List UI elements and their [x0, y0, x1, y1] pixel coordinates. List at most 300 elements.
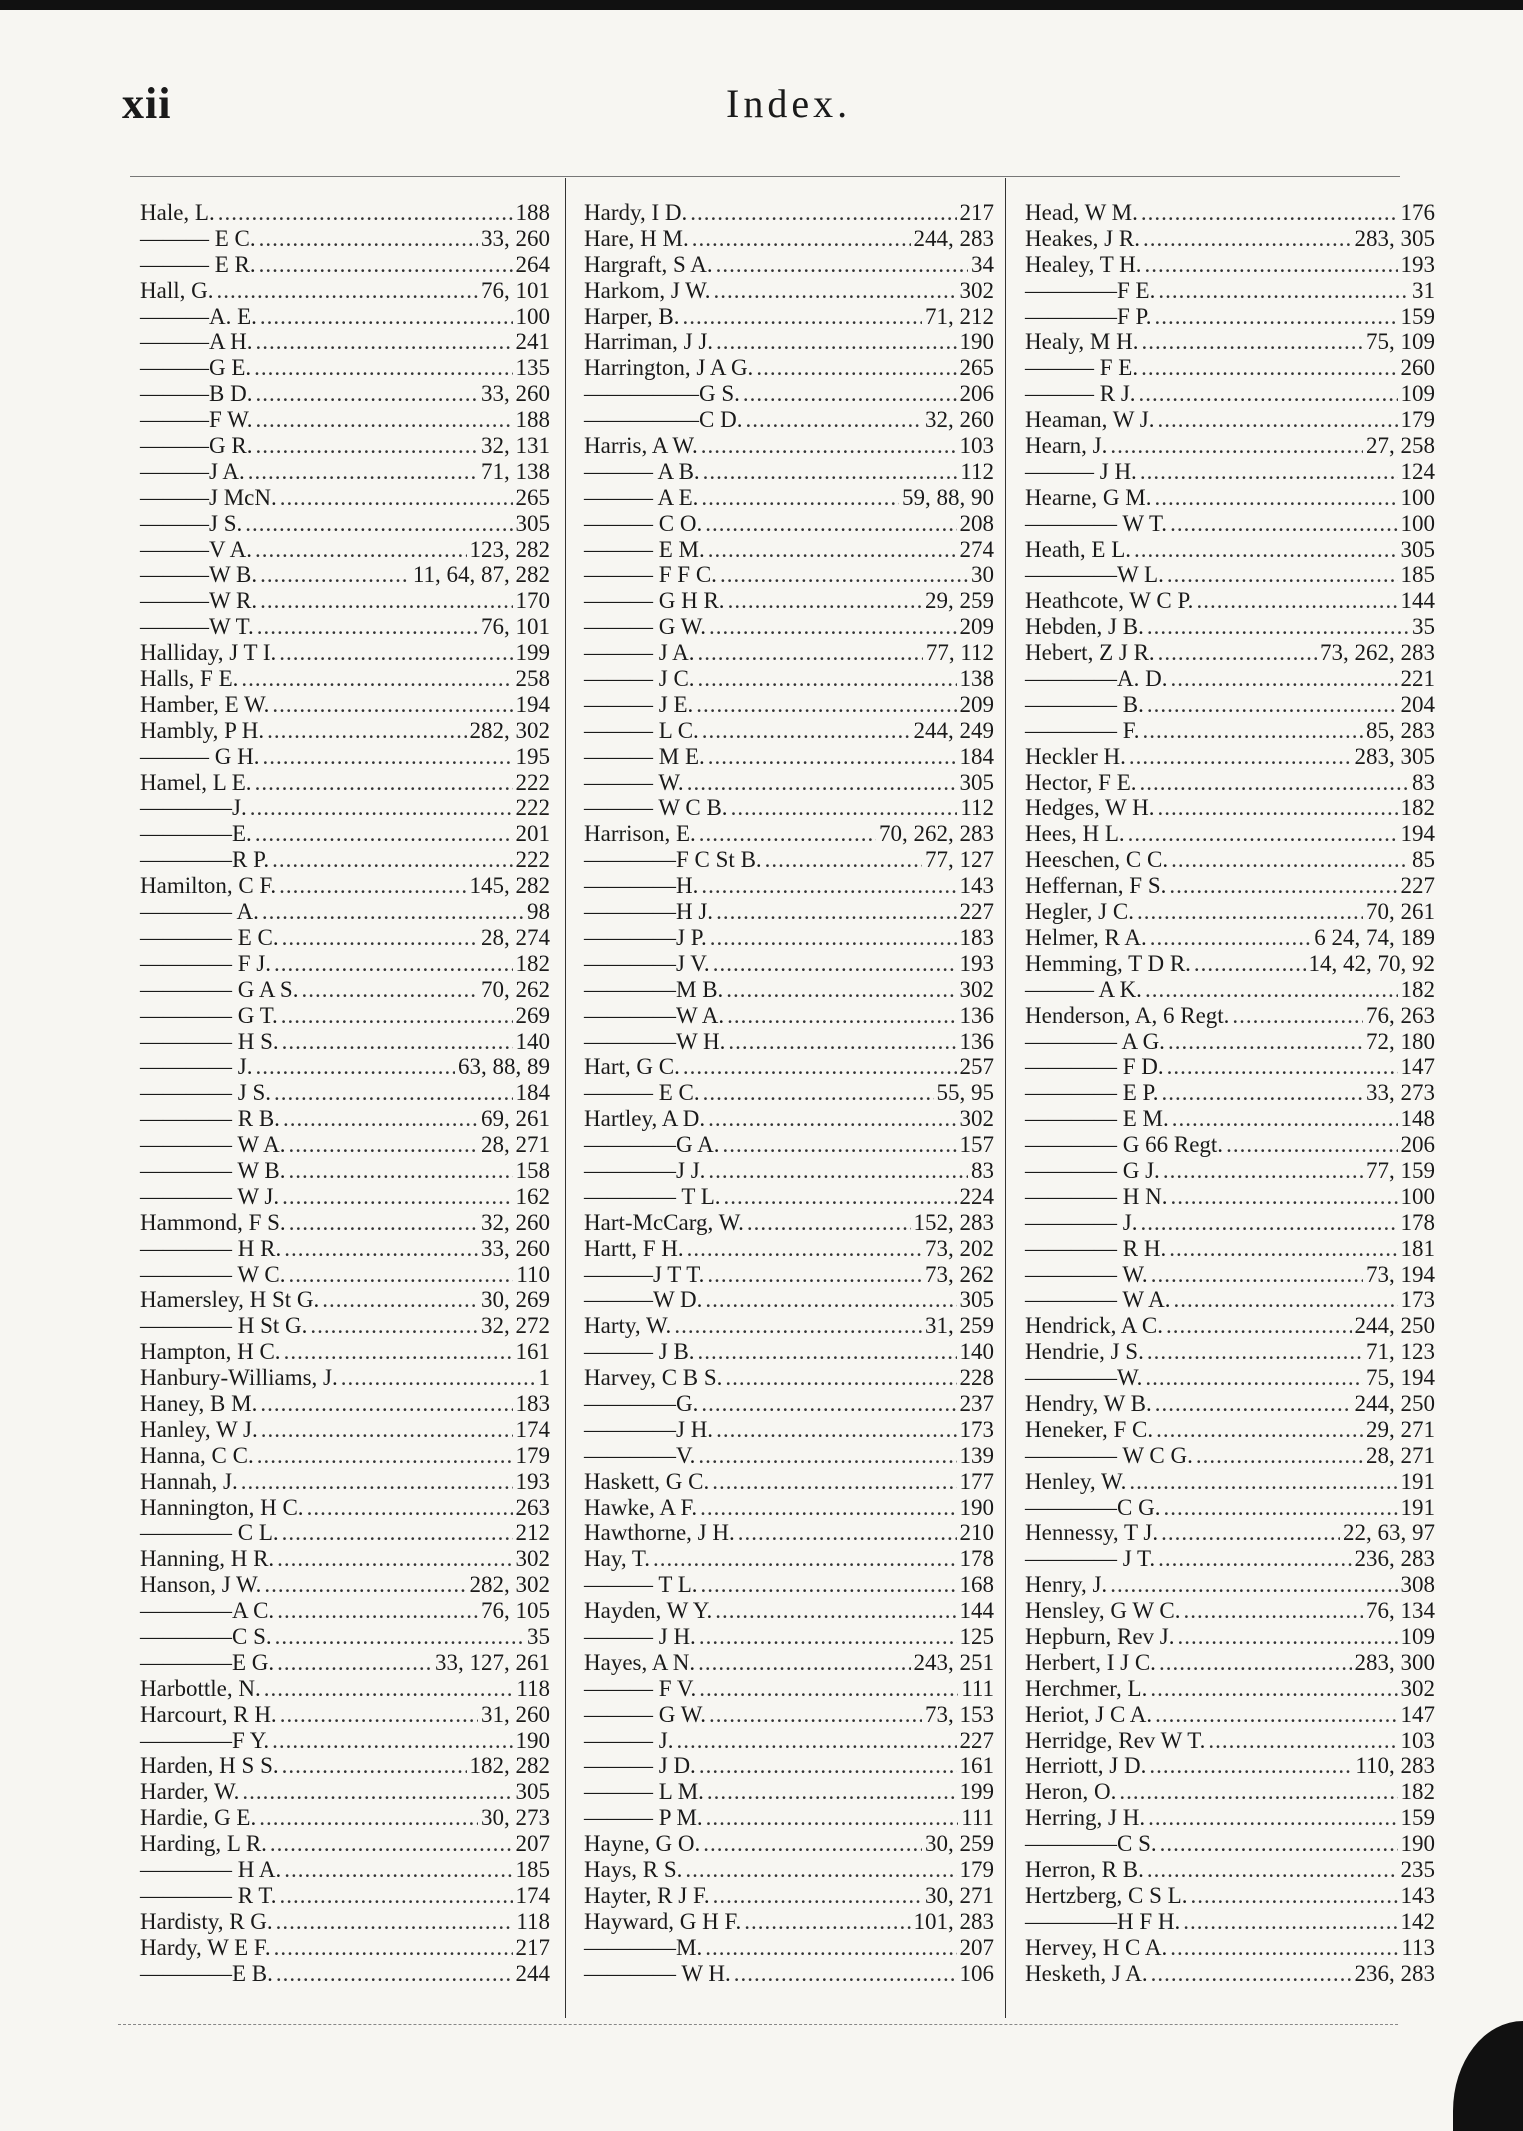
dot-leader: [283, 1106, 478, 1132]
entry-pages: 305: [959, 1287, 994, 1313]
entry-pages: 59, 88, 90: [902, 484, 994, 510]
entry-name: Hennessy, T J.: [1025, 1520, 1159, 1546]
entry-pages: 193: [959, 950, 994, 976]
dot-leader: [1141, 200, 1398, 226]
entry-name: ——— F V.: [584, 1675, 697, 1701]
entry-pages: 157: [959, 1132, 994, 1158]
entry-pages: 77, 112: [925, 640, 994, 666]
index-entry: [584, 485, 994, 511]
entry-name: ——— P M.: [584, 1805, 703, 1831]
index-entry: [140, 1805, 550, 1831]
entry-pages: 73, 202: [925, 1235, 994, 1261]
entry-name: Harden, H S S.: [140, 1753, 279, 1779]
entry-pages: 100: [1400, 484, 1435, 510]
index-entry: [140, 1417, 550, 1443]
index-entry: [140, 1831, 550, 1857]
index-entry: [584, 355, 994, 381]
index-entry: [584, 1572, 994, 1598]
dot-leader: [653, 1546, 956, 1572]
entry-pages: 236, 283: [1354, 1960, 1435, 1986]
index-entry: [140, 1728, 550, 1754]
entry-pages: 85: [1412, 847, 1435, 873]
entry-name: ————H J.: [584, 899, 714, 925]
dot-leader: [1167, 1054, 1398, 1080]
index-entry: [584, 1210, 994, 1236]
index-entry: [1025, 744, 1435, 770]
dot-leader: [698, 640, 923, 666]
entry-name: ———— H S.: [140, 1028, 279, 1054]
entry-pages: 177: [959, 1468, 994, 1494]
page-corner-shadow: [1453, 2021, 1523, 2131]
index-entry: [1025, 1805, 1435, 1831]
entry-name: Heckler H.: [1025, 743, 1126, 769]
index-entry: [1025, 433, 1435, 459]
entry-name: ———— W C.: [140, 1261, 286, 1287]
entry-name: Hegler, J C.: [1025, 899, 1134, 925]
index-entry: [584, 433, 994, 459]
index-entry: [140, 252, 550, 278]
entry-name: Hayne, G O.: [584, 1831, 701, 1857]
entry-name: ———— J T.: [1025, 1546, 1156, 1572]
dot-leader: [284, 1857, 512, 1883]
entry-pages: 199: [515, 640, 550, 666]
entry-pages: 302: [959, 976, 994, 1002]
entry-name: ———J S.: [140, 510, 243, 536]
entry-pages: 101, 283: [913, 1908, 994, 1934]
entry-name: ———W D.: [584, 1287, 703, 1313]
entry-name: Hay, T.: [584, 1546, 651, 1572]
entry-name: ————A C.: [140, 1598, 275, 1624]
entry-pages: 106: [959, 1960, 994, 1986]
index-entry: [140, 1857, 550, 1883]
dot-leader: [713, 951, 957, 977]
dot-leader: [255, 821, 513, 847]
index-entry: [584, 252, 994, 278]
dot-leader: [699, 821, 876, 847]
dot-leader: [262, 744, 512, 770]
index-entry: [584, 1753, 994, 1779]
dot-leader: [260, 304, 513, 330]
dot-leader: [280, 1702, 478, 1728]
index-entry: [1025, 1961, 1435, 1987]
entry-pages: 283, 305: [1354, 743, 1435, 769]
index-entry: [140, 1546, 550, 1572]
entry-name: ————C S.: [140, 1623, 272, 1649]
entry-pages: 76, 105: [481, 1598, 550, 1624]
entry-pages: 144: [959, 1598, 994, 1624]
entry-pages: 147: [1400, 1054, 1435, 1080]
index-entry: [584, 537, 994, 563]
entry-pages: 110, 283: [1355, 1753, 1435, 1779]
dot-leader: [687, 1236, 922, 1262]
index-entry: [584, 1443, 994, 1469]
entry-pages: 222: [515, 795, 550, 821]
entry-name: Heffernan, F S.: [1025, 873, 1167, 899]
dot-leader: [699, 1753, 957, 1779]
entry-pages: 100: [1400, 1183, 1435, 1209]
entry-name: ——— J E.: [584, 691, 694, 717]
entry-name: ———— E C.: [140, 924, 279, 950]
entry-pages: 109: [1400, 381, 1435, 407]
dot-leader: [1137, 899, 1363, 925]
entry-name: ——— J.: [584, 1727, 674, 1753]
entry-name: ——— G W.: [584, 1701, 707, 1727]
entry-name: ——— L M.: [584, 1779, 704, 1805]
index-entry: [140, 381, 550, 407]
header-rule: [130, 176, 1400, 177]
entry-name: ——— C O.: [584, 510, 703, 536]
index-entry: [584, 640, 994, 666]
index-entry: [140, 226, 550, 252]
entry-name: ———— W C G.: [1025, 1442, 1193, 1468]
entry-pages: 209: [959, 691, 994, 717]
dot-leader: [1208, 1728, 1397, 1754]
dot-leader: [716, 329, 956, 355]
entry-pages: 77, 159: [1366, 1157, 1435, 1183]
index-entry: [140, 692, 550, 718]
dot-leader: [692, 226, 911, 252]
index-entry: [1025, 381, 1435, 407]
index-entry: [584, 329, 994, 355]
entry-pages: 302: [515, 1546, 550, 1572]
index-entry: [584, 562, 994, 588]
index-entry: [140, 1469, 550, 1495]
entry-name: Hanning, H R.: [140, 1546, 275, 1572]
dot-leader: [1157, 407, 1397, 433]
entry-pages: 31, 259: [925, 1313, 994, 1339]
index-entry: [1025, 200, 1435, 226]
dot-leader: [241, 666, 512, 692]
entry-name: Hayden, W Y.: [584, 1598, 713, 1624]
entry-name: ————W L.: [1025, 562, 1164, 588]
dot-leader: [1158, 278, 1409, 304]
entry-pages: 71, 138: [481, 458, 550, 484]
entry-pages: 302: [959, 1106, 994, 1132]
entry-pages: 11, 64, 87, 282: [412, 562, 550, 588]
dot-leader: [738, 1520, 957, 1546]
entry-name: Harkom, J W.: [584, 277, 711, 303]
entry-name: ——— A K.: [1025, 976, 1142, 1002]
dot-leader: [341, 1365, 536, 1391]
index-entry: [1025, 1676, 1435, 1702]
index-entry: [140, 562, 550, 588]
entry-name: Hanson, J W.: [140, 1572, 262, 1598]
entry-name: ———A H.: [140, 329, 253, 355]
index-entry: [140, 537, 550, 563]
entry-pages: 244, 250: [1354, 1313, 1435, 1339]
dot-leader: [282, 1520, 513, 1546]
dot-leader: [272, 1728, 512, 1754]
index-entry: [584, 795, 994, 821]
index-entry: [584, 1495, 994, 1521]
entry-pages: 70, 262, 283: [879, 821, 994, 847]
entry-pages: 32, 131: [481, 433, 550, 459]
index-entry: [1025, 1624, 1435, 1650]
index-entry: [584, 1236, 994, 1262]
entry-name: ———— H R.: [140, 1235, 282, 1261]
entry-name: ——— R J.: [1025, 381, 1136, 407]
index-entry: [584, 1961, 994, 1987]
entry-name: Heakes, J R.: [1025, 225, 1140, 251]
index-entry: [140, 200, 550, 226]
entry-pages: 190: [1400, 1831, 1435, 1857]
dot-leader: [731, 795, 958, 821]
dot-leader: [1158, 1546, 1351, 1572]
index-entry: [140, 1495, 550, 1521]
entry-pages: 182: [1400, 976, 1435, 1002]
entry-pages: 112: [960, 795, 994, 821]
index-entry: [1025, 1262, 1435, 1288]
entry-pages: 73, 262: [925, 1261, 994, 1287]
index-entry: [1025, 1650, 1435, 1676]
entry-pages: 264: [515, 251, 550, 277]
entry-name: ———W B.: [140, 562, 258, 588]
index-entry: [584, 1417, 994, 1443]
dot-leader: [282, 925, 478, 951]
entry-pages: 182: [515, 950, 550, 976]
entry-name: ———— F.: [1025, 717, 1140, 743]
dot-leader: [712, 1469, 956, 1495]
dot-leader: [701, 1391, 956, 1417]
index-entry: [1025, 1132, 1435, 1158]
index-entry: [140, 718, 550, 744]
index-entry: [1025, 226, 1435, 252]
entry-pages: 227: [959, 899, 994, 925]
entry-pages: 244, 283: [913, 225, 994, 251]
entry-name: ——— G H R.: [584, 588, 725, 614]
entry-name: ———— F D.: [1025, 1054, 1164, 1080]
index-entry: [140, 1158, 550, 1184]
dot-leader: [1183, 1598, 1363, 1624]
dot-leader: [1162, 1080, 1363, 1106]
dot-leader: [255, 770, 513, 796]
entry-pages: 194: [515, 691, 550, 717]
entry-pages: 55, 95: [936, 1080, 994, 1106]
entry-pages: 235: [1400, 1857, 1435, 1882]
index-entry: [1025, 1287, 1435, 1313]
entry-name: ————H F H.: [1025, 1908, 1181, 1934]
entry-pages: 118: [516, 1675, 550, 1701]
entry-pages: 178: [1400, 1209, 1435, 1235]
index-entry: [1025, 899, 1435, 925]
dot-leader: [1226, 1132, 1397, 1158]
entry-pages: 143: [1400, 1882, 1435, 1908]
index-entry: [1025, 977, 1435, 1003]
entry-name: Hall, G.: [140, 277, 214, 303]
dot-leader: [1155, 1391, 1352, 1417]
entry-pages: 209: [959, 614, 994, 640]
entry-name: Heron, O.: [1025, 1779, 1117, 1805]
entry-pages: 71, 212: [925, 303, 994, 329]
entry-name: Hamersley, H St G.: [140, 1287, 320, 1313]
index-entry: [584, 951, 994, 977]
dot-leader: [716, 899, 956, 925]
index-entry: [140, 407, 550, 433]
page-top-edge: [0, 0, 1523, 10]
entry-pages: 305: [515, 510, 550, 536]
dot-leader: [1143, 226, 1352, 252]
entry-pages: 14, 42, 70, 92: [1308, 950, 1435, 976]
dot-leader: [275, 1624, 524, 1650]
dot-leader: [1170, 511, 1397, 537]
entry-name: Healy, M H.: [1025, 329, 1139, 355]
entry-pages: 265: [515, 484, 550, 510]
dot-leader: [1149, 1753, 1352, 1779]
entry-pages: 195: [515, 743, 550, 769]
index-entry: [584, 899, 994, 925]
dot-leader: [1141, 329, 1363, 355]
dot-leader: [1145, 1365, 1363, 1391]
dot-leader: [1110, 1572, 1397, 1598]
entry-name: ————J V.: [584, 950, 710, 976]
index-entry: [1025, 1365, 1435, 1391]
entry-pages: 30: [971, 562, 994, 588]
dot-leader: [703, 1080, 934, 1106]
dot-leader: [257, 1443, 513, 1469]
entry-pages: 207: [515, 1831, 550, 1857]
dot-leader: [284, 1339, 513, 1365]
entry-name: ————M.: [584, 1934, 703, 1960]
index-entry: [140, 433, 550, 459]
dot-leader: [282, 1029, 513, 1055]
dot-leader: [280, 1883, 513, 1909]
index-entry: [1025, 1080, 1435, 1106]
entry-pages: 282, 302: [469, 717, 550, 743]
entry-name: ———G E.: [140, 355, 252, 381]
entry-name: Hendry, W B.: [1025, 1390, 1152, 1416]
dot-leader: [270, 1831, 513, 1857]
entry-pages: 28, 271: [481, 1132, 550, 1158]
index-column-2: [584, 200, 994, 1986]
entry-name: ————E B.: [140, 1960, 273, 1986]
entry-name: ——— W.: [584, 769, 684, 795]
entry-name: ———V A.: [140, 536, 253, 562]
entry-pages: 183: [515, 1390, 550, 1416]
index-entry: [140, 1106, 550, 1132]
dot-leader: [1159, 1650, 1352, 1676]
dot-leader: [1151, 1262, 1363, 1288]
entry-pages: 76, 101: [481, 277, 550, 303]
dot-leader: [708, 1106, 956, 1132]
entry-name: ————W.: [1025, 1365, 1143, 1391]
dot-leader: [728, 588, 922, 614]
index-entry: [140, 1598, 550, 1624]
index-entry: [1025, 1546, 1435, 1572]
entry-pages: 109: [1400, 1623, 1435, 1649]
dot-leader: [1160, 1831, 1398, 1857]
entry-pages: 83: [971, 1157, 994, 1183]
entry-name: ——— F E.: [1025, 355, 1139, 381]
entry-pages: 110: [516, 1261, 550, 1287]
entry-pages: 227: [959, 1727, 994, 1753]
index-entry: [584, 1029, 994, 1055]
index-entry: [584, 718, 994, 744]
index-entry: [1025, 1702, 1435, 1728]
entry-pages: 190: [959, 329, 994, 355]
dot-leader: [307, 1495, 513, 1521]
index-entry: [584, 614, 994, 640]
index-entry: [584, 925, 994, 951]
entry-name: Hare, H M.: [584, 225, 689, 251]
index-entry: [584, 1054, 994, 1080]
entry-name: Hemming, T D R.: [1025, 950, 1191, 976]
entry-pages: 274: [959, 536, 994, 562]
entry-pages: 241: [515, 329, 550, 355]
dot-leader: [745, 407, 922, 433]
index-entry: [140, 1132, 550, 1158]
entry-name: ————W A.: [584, 1002, 725, 1028]
index-entry: [1025, 1598, 1435, 1624]
entry-name: ———— G 66 Regt.: [1025, 1132, 1224, 1158]
dot-leader: [1183, 1909, 1397, 1935]
entry-pages: 138: [959, 666, 994, 692]
entry-pages: 143: [959, 873, 994, 899]
entry-name: Hepburn, Rev J.: [1025, 1623, 1175, 1649]
entry-pages: 210: [959, 1520, 994, 1546]
entry-pages: 72, 180: [1366, 1028, 1435, 1054]
index-entry: [140, 1676, 550, 1702]
index-entry: [584, 407, 994, 433]
dot-leader: [1161, 1520, 1340, 1546]
entry-name: ———— B.: [1025, 691, 1144, 717]
entry-pages: 71, 123: [1366, 1339, 1435, 1365]
dot-leader: [274, 1935, 513, 1961]
entry-name: ————F P.: [1025, 303, 1152, 329]
entry-name: Hayter, R J F.: [584, 1882, 710, 1908]
entry-pages: 69, 261: [481, 1106, 550, 1132]
dot-leader: [282, 1753, 467, 1779]
entry-name: Hardy, I D.: [584, 200, 688, 225]
dot-leader: [706, 1805, 959, 1831]
dot-leader: [1142, 718, 1363, 744]
index-entry: [1025, 1520, 1435, 1546]
entry-name: Henley, W.: [1025, 1468, 1127, 1494]
entry-pages: 302: [1400, 1675, 1435, 1701]
entry-pages: 6 24, 74, 189: [1314, 924, 1435, 950]
dot-leader: [726, 977, 956, 1003]
entry-pages: 181: [1400, 1235, 1435, 1261]
dot-leader: [1157, 795, 1397, 821]
index-entry: [1025, 1883, 1435, 1909]
dot-leader: [242, 1779, 512, 1805]
dot-leader: [1140, 1210, 1397, 1236]
dot-leader: [734, 1961, 957, 1987]
entry-pages: 28, 274: [481, 924, 550, 950]
entry-name: ———— G J.: [1025, 1157, 1160, 1183]
index-entry: [584, 1080, 994, 1106]
index-entry: [140, 511, 550, 537]
entry-pages: 179: [515, 1442, 550, 1468]
entry-name: ———A. E.: [140, 303, 257, 329]
dot-leader: [765, 847, 922, 873]
index-entry: [1025, 537, 1435, 563]
index-entry: [1025, 1779, 1435, 1805]
dot-leader: [690, 200, 956, 226]
entry-pages: 30, 269: [481, 1287, 550, 1313]
entry-pages: 73, 153: [925, 1701, 994, 1727]
entry-name: Herridge, Rev W T.: [1025, 1727, 1206, 1753]
entry-pages: 31, 260: [481, 1701, 550, 1727]
entry-pages: 191: [1400, 1494, 1435, 1520]
entry-name: ————J.: [140, 795, 247, 821]
entry-pages: 152, 283: [913, 1209, 994, 1235]
entry-pages: 1: [538, 1365, 550, 1391]
dot-leader: [1129, 1469, 1397, 1495]
entry-name: ———— R B.: [140, 1106, 280, 1132]
entry-pages: 35: [527, 1623, 550, 1649]
entry-pages: 184: [515, 1080, 550, 1106]
entry-pages: 31: [1412, 277, 1435, 303]
